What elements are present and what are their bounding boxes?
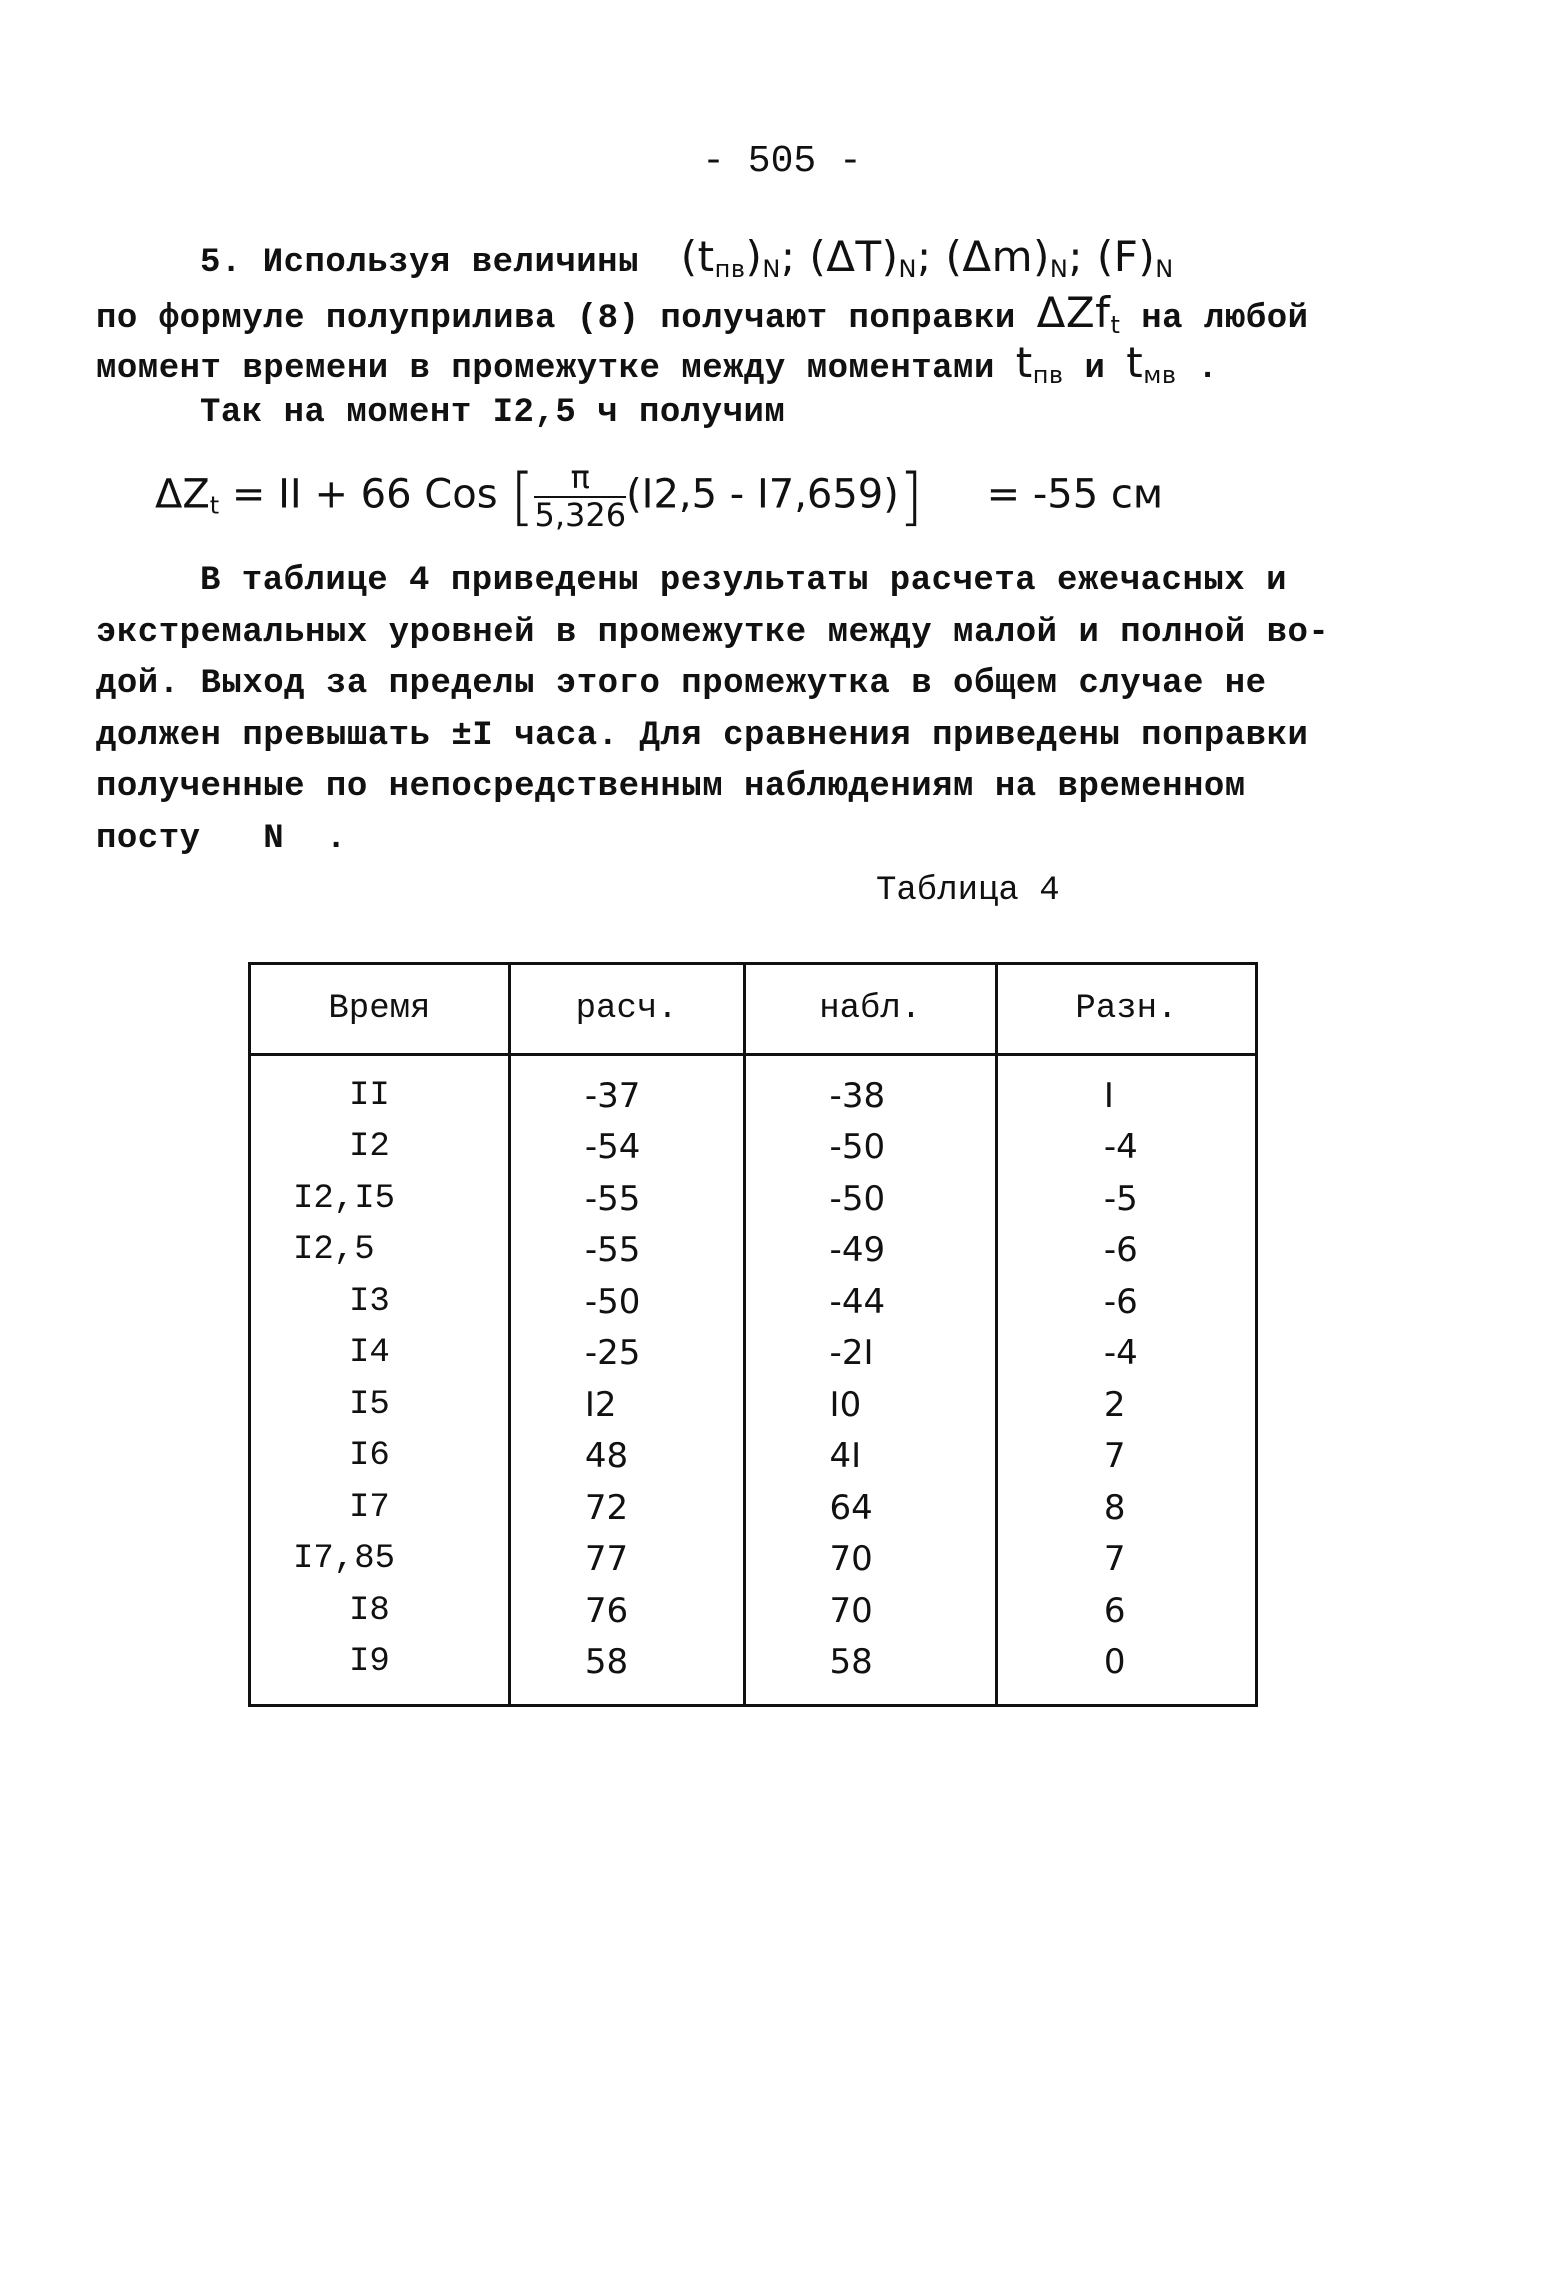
cell-time: I8 [250,1585,510,1637]
cell-obs: -50 [744,1173,996,1225]
table-caption: Таблица 4 [876,872,1060,910]
cell-diff: 8 [996,1482,1256,1534]
cell-diff: 0 [996,1637,1256,1706]
table-row [250,1431,1257,1483]
cell-calc: -55 [509,1173,744,1225]
cell-calc: -54 [509,1122,744,1174]
para3-line6: посту N . [96,820,347,858]
header-diff: Разн. [996,964,1256,1055]
cell-calc: 58 [509,1637,744,1706]
formula-t-mv: $t_{мв}$ [1126,338,1177,389]
table-row [250,1122,1257,1174]
table-header-row [250,964,1257,1055]
para3-line2: экстремальных уровней в промежутке между малой и полной во- [96,614,1330,652]
cell-obs: -49 [744,1225,996,1277]
header-calc: расч. [509,964,744,1055]
table-row [250,1585,1257,1637]
table-row [250,1637,1257,1706]
table-row [250,1379,1257,1431]
table-row [250,1328,1257,1380]
header-time: Время [250,964,510,1055]
cell-time: I2 [250,1122,510,1174]
para1-line2: по формуле полуприлива (8) получают поправки ΔZf$_t$ на любой [96,288,1309,339]
table-row [250,1225,1257,1277]
para2-text: Так на момент I2,5 ч получим [200,394,786,432]
cell-obs: -50 [744,1122,996,1174]
formula-result: = -55 см [986,471,1164,518]
cell-obs: 70 [744,1585,996,1637]
cell-time: II [250,1055,510,1122]
cell-calc: 77 [509,1534,744,1586]
cell-calc: -25 [509,1328,744,1380]
para3-line3: дой. Выход за пределы этого промежутка в общем случае не [96,665,1267,703]
para1-line1 [200,232,1564,283]
table-row [250,1482,1257,1534]
formula-fraction: $\frac{\pi}{5,326}$ [534,458,627,534]
para1-line1-text: 5. Используя величины [200,244,639,282]
table-row [250,1055,1257,1122]
para3-line4: должен превышать ±I часа. Для сравнения приведены поправки [96,717,1309,755]
cell-diff: 7 [996,1431,1256,1483]
cell-calc: 76 [509,1585,744,1637]
cell-calc: -50 [509,1276,744,1328]
cell-obs: 4I [744,1431,996,1483]
cell-obs: -38 [744,1055,996,1122]
cell-obs: 58 [744,1637,996,1706]
formula-delta-z: ΔZf$_t$ [1036,288,1121,339]
cell-diff: -6 [996,1276,1256,1328]
cell-calc: -37 [509,1055,744,1122]
cell-time: I4 [250,1328,510,1380]
cell-time: I7 [250,1482,510,1534]
para3-line1: В таблице 4 приведены результаты расчета ежечасных и [200,562,1287,600]
cell-calc: -55 [509,1225,744,1277]
table-row [250,1173,1257,1225]
cell-time: I6 [250,1431,510,1483]
table-row [250,1534,1257,1586]
cell-calc: 72 [509,1482,744,1534]
cell-diff: 2 [996,1379,1256,1431]
cell-diff: 7 [996,1534,1256,1586]
cell-calc: 48 [509,1431,744,1483]
cell-time: I5 [250,1379,510,1431]
table-row [250,1276,1257,1328]
header-obs: набл. [744,964,996,1055]
cell-obs: 70 [744,1534,996,1586]
cell-time: I2,I5 [250,1173,510,1225]
cell-diff: -4 [996,1122,1256,1174]
cell-diff: -6 [996,1225,1256,1277]
cell-obs: -2I [744,1328,996,1380]
cell-diff: -4 [996,1328,1256,1380]
cell-time: I9 [250,1637,510,1706]
cosine-formula: $\Delta Z_t$ = II + 66 Cos [ $\frac{\pi}{5,326}$ (I2,5 - I7,659)] = -55 см [155,458,1164,534]
para1-line3: момент времени в промежутке между моментами $t_{пв}$ и $t_{мв}$ . [96,338,1219,389]
cell-obs: I0 [744,1379,996,1431]
para3-line5: полученные по непосредственным наблюдениям на временном [96,768,1246,806]
data-table [248,962,1258,1707]
formula-t-pv-2: $t_{пв}$ [1015,338,1064,389]
cell-time: I3 [250,1276,510,1328]
page-number: - 505 - [702,140,862,183]
cell-time: I7,85 [250,1534,510,1586]
cell-diff: 6 [996,1585,1256,1637]
cell-diff: -5 [996,1173,1256,1225]
cell-time: I2,5 [250,1225,510,1277]
cell-obs: 64 [744,1482,996,1534]
formula-t-pv: $(t_{пв})_N$; $(\Delta T)_N$; $(\Delta m)_N$; $(F)_N$ [680,232,1174,283]
cell-obs: -44 [744,1276,996,1328]
cell-diff: I [996,1055,1256,1122]
cell-calc: I2 [509,1379,744,1431]
